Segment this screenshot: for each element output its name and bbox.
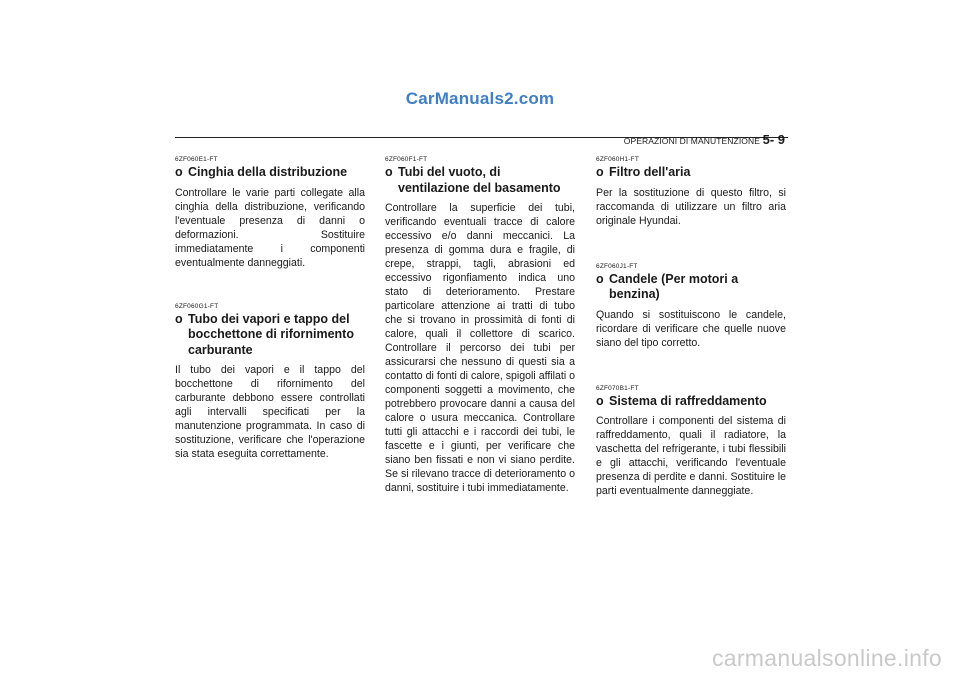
section-title: Sistema di raffreddamento [609,393,767,408]
section-heading [175,312,365,359]
section-body: Controllare i componenti del sistema di raffreddamento, quali il radiatore, la vaschetta del refrigerante, i tubi flessibili e gli attacchi, verificando l'eventuale presenza di perdite e danni. Sostituire le parti eventualmente danneggiate. [596,415,786,497]
section-heading [596,272,786,303]
watermark-top: CarManuals2.com [405,89,555,108]
bullet-icon: o [175,311,183,326]
bullet-icon: o [596,393,604,408]
section-code: 6ZF070B1-FT [596,384,639,392]
section-title: Tubi del vuoto, di ventilazione del basamento [398,165,561,195]
section-title: Tubo dei vapori e tappo del bocchettone di rifornimento carburante [188,311,354,357]
section-body: Il tubo dei vapori e il tappo del bocchettone di rifornimento del carburante debbono essere controllati agli intervalli specificati per la manutenzione programmata. In caso di sostituzione, verificare che l'operazione sia stata eseguita correttamente. [175,364,365,460]
section-body: Controllare le varie parti collegate alla cinghia della distribuzione, verificando l'eventuale presenza di danni o deformazioni. Sostituire immediatamente i componenti eventualmente danneggiati. [175,186,365,269]
section-heading [385,165,575,196]
section-code: 6ZF060H1-FT [596,156,640,163]
column-2 [385,156,575,495]
column-3 [596,156,786,498]
section-code: 6ZF060E1-FT [175,156,218,163]
bullet-icon: o [385,165,393,179]
section-title: Candele (Per motori a benzina) [609,271,739,301]
section-body: Controllare la superficie dei tubi, verificando eventuali tracce di calore eccessivo e/o danni meccanici. La presenza di gomma dura e fragile, di crepe, strappi, tagli, abrasioni ed eccessivo rigonfiamento indica uno stato di deterioramento. Prestare particolare attenzione ai tratti di tubo che si trovano in prossimità di fonti di calore, quali il collettore di scarico. Controllare il percorso dei tubi per assicurarsi che nessuno di questi sia a contatto di fonti di calore, spigoli affilati o componenti soggetti a movimento, che potrebbero provocare danni a causa del calore o usura meccanica. Controllare tutti gli attacchi e i raccordi dei tubi, le fascette e i giunti, per verificare che siano ben fissati e non vi siano perdite. Se si rilevano tracce di deterioramento o danni, sostituire i tubi immediatamente. [385,202,576,494]
section-vapor-hose [175,303,365,462]
section-heading [175,165,365,181]
header-section-title: OPERAZIONI DI MANUTENZIONE [623,136,760,146]
section-heading [596,394,786,410]
section-heading [596,165,786,181]
bullet-icon: o [596,271,604,286]
section-code: 6ZF060J1-FT [596,262,638,270]
section-code: 6ZF060F1-FT [385,156,428,163]
section-title: Cinghia della distribuzione [188,165,348,179]
section-code: 6ZF060G1-FT [175,302,219,310]
section-body: Per la sostituzione di questo filtro, si raccomanda di utilizzare un filtro aria originale Hyundai. [596,186,786,227]
section-air-filter [596,156,786,228]
bullet-icon: o [175,165,183,179]
column-1 [175,156,365,461]
section-spark-plugs [596,263,786,350]
section-body: Quando si sostituiscono le candele, ricordare di verificare che quelle nuove siano del tipo corretto. [596,308,786,349]
watermark-bottom: carmanualsonline.info [711,645,942,671]
bullet-icon: o [596,165,604,179]
page-number: 5- 9 [762,132,785,147]
section-vacuum-hoses [385,156,575,495]
section-timing-belt [175,156,365,270]
section-title: Filtro dell'aria [609,165,691,179]
section-cooling-system [596,385,786,499]
